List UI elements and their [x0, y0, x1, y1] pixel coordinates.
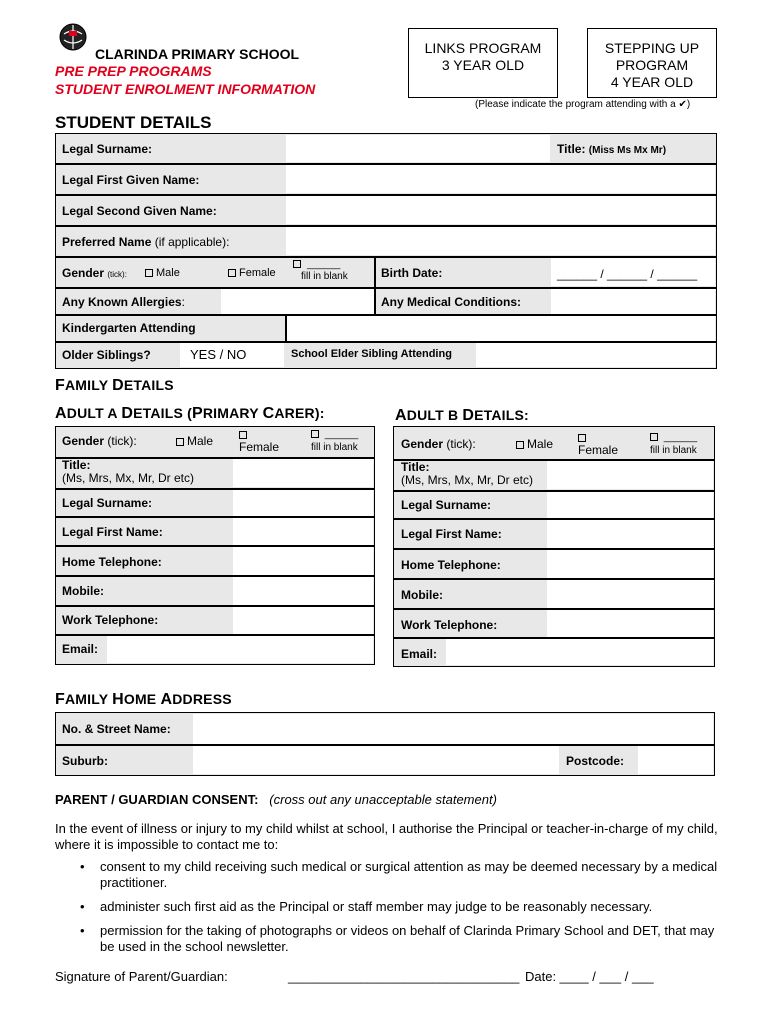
allergies-label: Any Known Allergies: — [62, 295, 185, 309]
adult-a-mobile-label: Mobile: — [62, 584, 104, 598]
adult-a-email-label: Email: — [62, 642, 99, 656]
program-note: (Please indicate the program attending with a ✔) — [475, 99, 691, 110]
adult-b-heading: ADULT B DETAILS: — [395, 407, 529, 424]
preferred-name-label: Preferred Name (if applicable): — [62, 235, 230, 249]
adult-a-first-name-field[interactable] — [233, 518, 373, 545]
birth-date-blank: ______ / ______ / ______ — [557, 267, 698, 281]
title-label: Title: (Miss Ms Mx Mr) — [557, 142, 667, 156]
signature-label: Signature of Parent/Guardian: — [55, 969, 228, 984]
links-program-box[interactable]: LINKS PROGRAM 3 YEAR OLD — [408, 28, 558, 98]
adult-b-work-tel-label: Work Telephone: — [401, 618, 498, 632]
adult-b-female-checkbox[interactable]: Female — [578, 431, 618, 457]
consent-intro: In the event of illness or injury to my child whilst at school, I authorise the Principal or teacher-in-charge of my child, where it is impossible to contact me to: — [55, 821, 718, 852]
consent-list — [78, 859, 718, 955]
adult-b-mobile-label: Mobile: — [401, 588, 443, 602]
adult-b-title-label: Title: (Ms, Mrs, Mx, Mr, Dr etc) — [401, 460, 533, 487]
student-gender-label: Gender (tick): — [62, 266, 127, 280]
adult-b-mobile-field[interactable] — [547, 580, 713, 608]
adult-b-first-name-label: Legal First Name: — [401, 527, 502, 541]
adult-a-home-tel-label: Home Telephone: — [62, 555, 162, 569]
medical-conditions-label: Any Medical Conditions: — [381, 295, 522, 309]
adult-b-male-checkbox[interactable]: Male — [516, 437, 553, 451]
adult-b-work-tel-field[interactable] — [547, 610, 713, 637]
adult-b-gender-label: Gender (tick): — [401, 437, 476, 451]
adult-a-home-tel-field[interactable] — [233, 547, 373, 575]
first-name-label: Legal First Given Name: — [62, 173, 200, 187]
kindergarten-field[interactable] — [286, 316, 715, 341]
adult-a-title-field[interactable] — [233, 459, 373, 487]
student-other-gender[interactable]: ______ fill in blank — [293, 259, 348, 283]
legal-surname-label: Legal Surname: — [62, 142, 153, 156]
school-logo — [58, 22, 88, 52]
signature-line[interactable]: ________________________________ — [288, 969, 520, 984]
student-details-heading: STUDENT DETAILS — [55, 113, 212, 132]
form-subtitle: STUDENT ENROLMENT INFORMATION — [55, 81, 316, 97]
adult-a-surname-field[interactable] — [233, 490, 373, 516]
adult-b-email-label: Email: — [401, 647, 438, 661]
preferred-name-field[interactable] — [286, 227, 715, 255]
consent-item-first-aid: • administer such first aid as the Principal or staff member may judge to be reasonably necessary. — [78, 899, 718, 915]
adult-b-title-field[interactable] — [547, 461, 713, 489]
consent-heading: PARENT / GUARDIAN CONSENT: (cross out any unacceptable statement) — [55, 792, 497, 807]
adult-a-email-field[interactable] — [107, 636, 373, 663]
adult-b-other-gender[interactable]: ______ fill in blank — [650, 432, 698, 456]
adult-b-home-tel-field[interactable] — [547, 550, 713, 578]
date-field[interactable]: Date: ____ / ___ / ___ — [525, 969, 654, 984]
adult-a-heading: ADULT A DETAILS (PRIMARY CARER): — [55, 405, 325, 422]
postcode-label: Postcode: — [566, 754, 625, 768]
adult-b-home-tel-label: Home Telephone: — [401, 558, 501, 572]
consent-item-medical: • consent to my child receiving such medical or surgical attention as may be deemed necessary by a medical practitioner. — [78, 859, 718, 891]
street-field[interactable] — [193, 714, 713, 744]
first-name-field[interactable] — [286, 165, 715, 193]
consent-item-photos: • permission for the taking of photographs or videos on behalf of Clarinda Primary School and DET, that may be used in the school newsletter. — [78, 923, 718, 955]
second-name-label: Legal Second Given Name: — [62, 204, 217, 218]
adult-a-surname-label: Legal Surname: — [62, 496, 153, 510]
adult-a-other-gender[interactable]: ______ fill in blank — [311, 429, 359, 453]
adult-a-male-checkbox[interactable]: Male — [176, 434, 213, 448]
street-label: No. & Street Name: — [62, 722, 171, 736]
birth-date-label: Birth Date: — [381, 266, 443, 280]
adult-a-title-label: Title: (Ms, Mrs, Mx, Mr, Dr etc) — [62, 458, 194, 485]
home-address-heading: FAMILY HOME ADDRESS — [55, 691, 232, 708]
program-subtitle: PRE PREP PROGRAMS — [55, 63, 212, 79]
medical-conditions-field[interactable] — [551, 289, 715, 314]
suburb-label: Suburb: — [62, 754, 108, 768]
adult-a-gender-label: Gender (tick): — [62, 434, 137, 448]
adult-a-work-tel-field[interactable] — [233, 607, 373, 634]
student-female-checkbox[interactable]: Female — [228, 267, 276, 279]
adult-a-work-tel-label: Work Telephone: — [62, 613, 159, 627]
yes-no-option[interactable]: YES / NO — [190, 347, 247, 362]
adult-a-female-checkbox[interactable]: Female — [239, 428, 279, 454]
adult-a-mobile-field[interactable] — [233, 577, 373, 605]
legal-surname-field[interactable] — [286, 135, 550, 162]
student-male-checkbox[interactable]: Male — [145, 267, 180, 279]
second-name-field[interactable] — [286, 196, 715, 224]
adult-b-first-name-field[interactable] — [547, 520, 713, 548]
stepping-up-program-box[interactable]: STEPPING UP PROGRAM 4 YEAR OLD — [587, 28, 717, 98]
postcode-field[interactable] — [638, 746, 713, 774]
adult-b-surname-label: Legal Surname: — [401, 498, 492, 512]
family-details-heading: FAMILY DETAILS — [55, 377, 174, 394]
adult-b-email-field[interactable] — [446, 639, 713, 665]
adult-a-first-name-label: Legal First Name: — [62, 525, 163, 539]
suburb-field[interactable] — [193, 746, 559, 774]
older-siblings-label: Older Siblings? — [62, 348, 151, 362]
kindergarten-label: Kindergarten Attending — [62, 321, 196, 335]
school-name: CLARINDA PRIMARY SCHOOL — [95, 46, 300, 62]
allergies-field[interactable] — [221, 289, 374, 314]
elder-sibling-field[interactable] — [476, 343, 715, 367]
elder-sibling-label: School Elder Sibling Attending — [291, 348, 452, 360]
adult-b-surname-field[interactable] — [547, 492, 713, 518]
title-field[interactable] — [680, 135, 715, 162]
